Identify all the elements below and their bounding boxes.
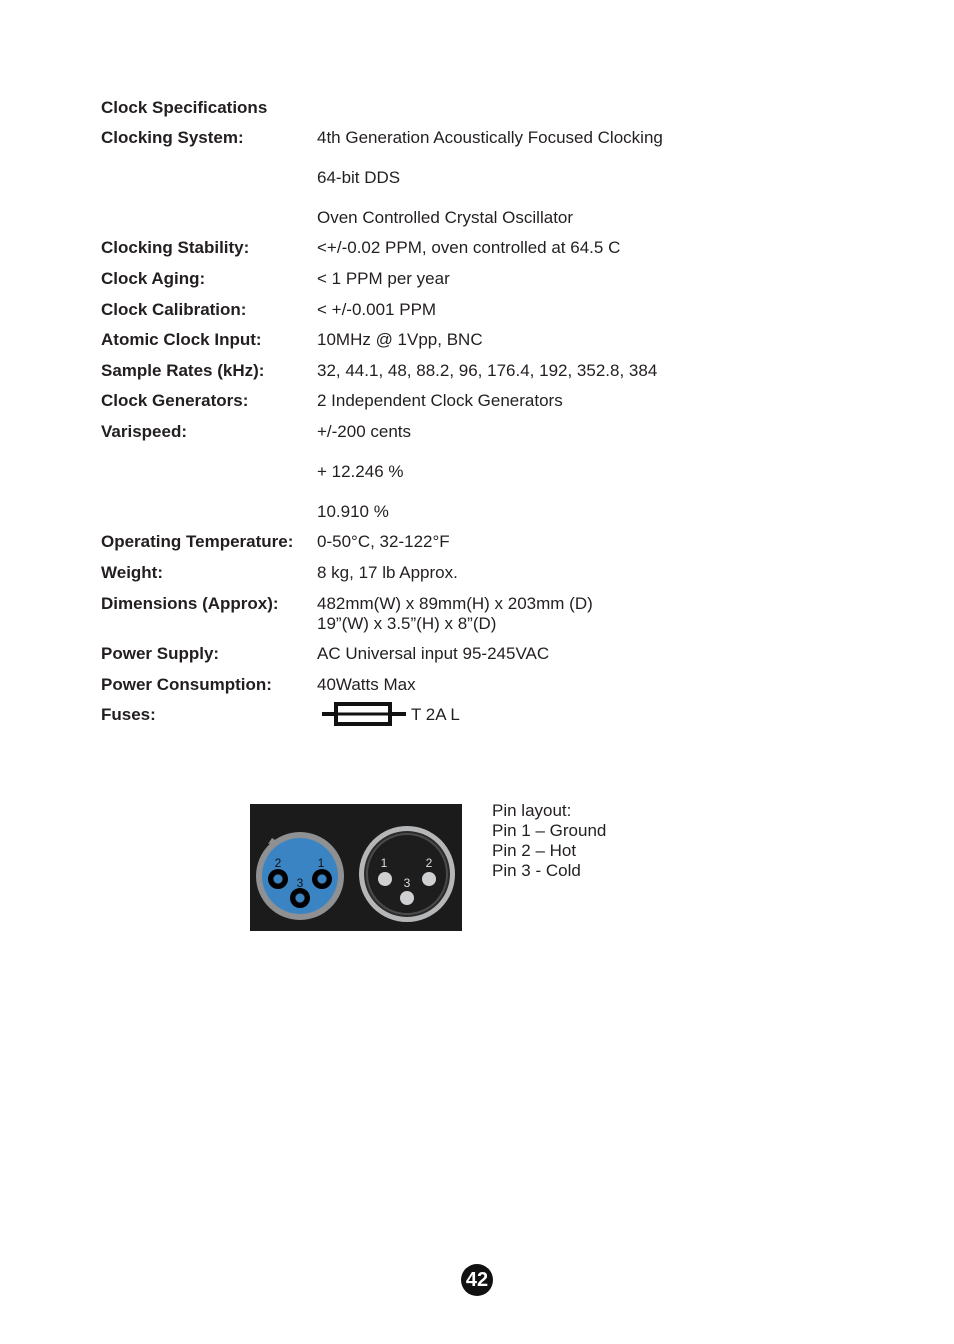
spec-value: 10MHz @ 1Vpp, BNC (317, 330, 483, 349)
female-pin-label: 2 (274, 856, 282, 870)
spec-label-sample-rates: Sample Rates (kHz): (101, 361, 265, 380)
male-pin-label: 3 (403, 876, 411, 890)
spec-value: < +/-0.001 PPM (317, 300, 437, 319)
spec-value: 40Watts Max (317, 675, 416, 694)
pin-layout-title: Pin layout: (492, 801, 572, 820)
spec-label-clocking-system: Clocking System: (101, 128, 244, 147)
spec-value: +/-200 cents (317, 422, 412, 441)
spec-value: 482mm(W) x 89mm(H) x 203mm (D) (317, 594, 593, 613)
spec-value: 2 Independent Clock Generators (317, 391, 563, 410)
pin-layout-item: Pin 3 - Cold (492, 861, 581, 880)
male-pin-label: 2 (425, 856, 433, 870)
female-pin-label: 1 (317, 856, 325, 870)
spec-label-operating-temperature: Operating Temperature: (101, 532, 294, 551)
spec-value: 10.910 % (317, 502, 389, 521)
pin-layout-item: Pin 2 – Hot (492, 841, 577, 860)
spec-label-varispeed: Varispeed: (101, 422, 187, 441)
xlr-male-connector (359, 826, 455, 922)
xlr-female-connector (256, 832, 344, 920)
spec-value: AC Universal input 95-245VAC (317, 644, 550, 663)
spec-label-clock-calibration: Clock Calibration: (101, 300, 247, 319)
spec-value: 19”(W) x 3.5”(H) x 8”(D) (317, 614, 497, 633)
spec-label-dimensions: Dimensions (Approx): (101, 594, 279, 613)
spec-value: 4th Generation Acoustically Focused Clocking (317, 128, 663, 147)
spec-label-clock-generators: Clock Generators: (101, 391, 249, 410)
spec-value: 64-bit DDS (317, 168, 401, 187)
spec-value: 32, 44.1, 48, 88.2, 96, 176.4, 192, 352.8, 384 (317, 361, 658, 380)
page-number: 42 (461, 1264, 493, 1296)
spec-value: 0-50°C, 32-122°F (317, 532, 450, 551)
spec-label-power-supply: Power Supply: (101, 644, 220, 663)
spec-label-power-consumption: Power Consumption: (101, 675, 272, 694)
fuse-symbol-icon (322, 700, 406, 728)
fuse-rating: T 2A L (411, 705, 460, 724)
spec-value: + 12.246 % (317, 462, 404, 481)
spec-label-weight: Weight: (101, 563, 164, 582)
xlr-connector-image (250, 804, 462, 931)
spec-value: 8 kg, 17 lb Approx. (317, 563, 458, 582)
spec-value: < 1 PPM per year (317, 269, 450, 288)
male-pin-label: 1 (380, 856, 388, 870)
section-heading: Clock Specifications (101, 98, 268, 117)
spec-value: <+/-0.02 PPM, oven controlled at 64.5 C (317, 238, 621, 257)
spec-label-clock-aging: Clock Aging: (101, 269, 206, 288)
spec-label-atomic-clock-input: Atomic Clock Input: (101, 330, 262, 349)
spec-label-clocking-stability: Clocking Stability: (101, 238, 250, 257)
female-pin-label: 3 (296, 876, 304, 890)
spec-label-fuses: Fuses: (101, 705, 156, 724)
spec-value: Oven Controlled Crystal Oscillator (317, 208, 574, 227)
pin-layout-item: Pin 1 – Ground (492, 821, 607, 840)
